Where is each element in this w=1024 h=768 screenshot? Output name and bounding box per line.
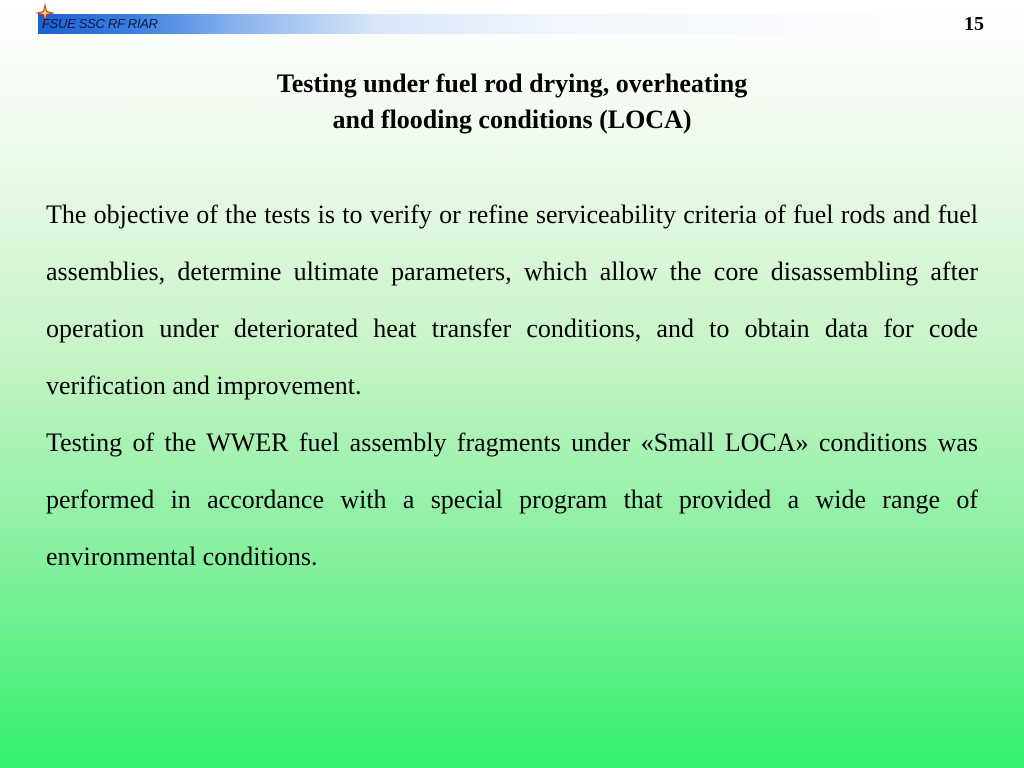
paragraph-objective: The objective of the tests is to verify or refine serviceability criteria of fuel rods and fuel assemblies, determine ultimate parameters, which allow the core disassembling after operation under deteriorated heat transfer conditions, and to obtain data for code verification and improvement. — [46, 200, 978, 400]
paragraph-testing: Testing of the WWER fuel assembly fragments under «Small LOCA» conditions was performed in accordance with a special program that provided a wide range of environmental conditions. — [46, 428, 978, 571]
slide-title-line-1: Testing under fuel rod drying, overheating — [276, 69, 748, 98]
organization-label: FSUE SSC RF RIAR — [42, 16, 158, 31]
page-number: 15 — [964, 13, 984, 35]
header-bar — [38, 14, 986, 34]
slide-title-line-2: and flooding conditions (LOCA) — [332, 105, 692, 134]
slide-title — [0, 66, 1024, 138]
slide-body — [46, 186, 978, 585]
